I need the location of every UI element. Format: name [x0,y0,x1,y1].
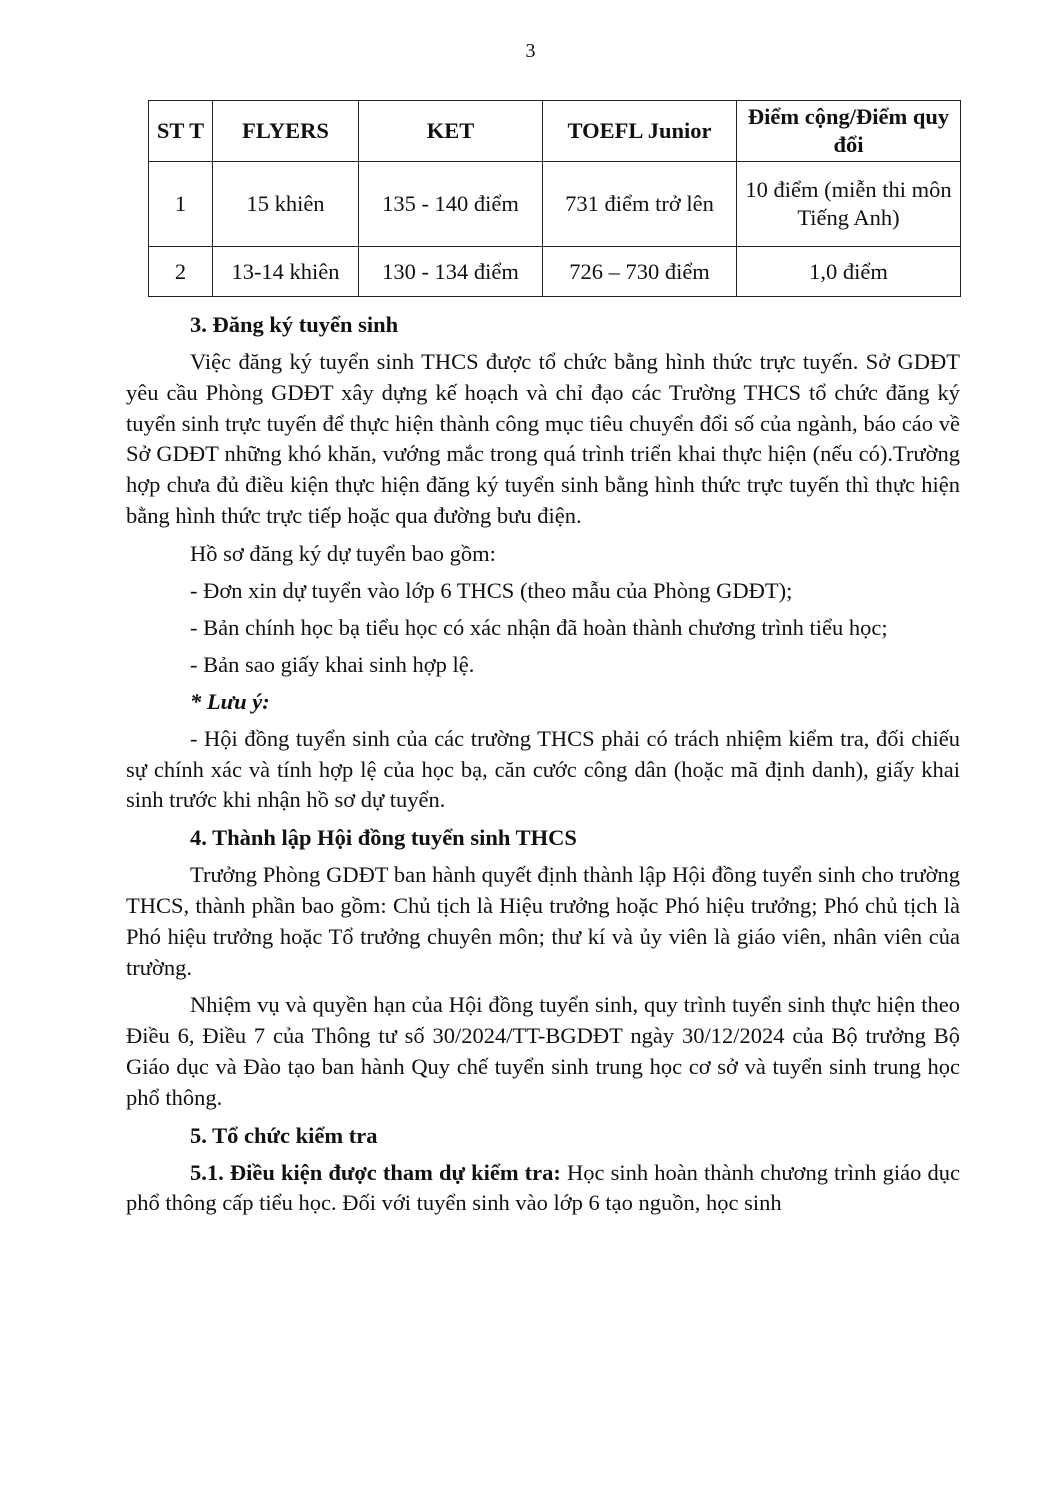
header-stt: ST T [149,101,213,162]
dossier-intro: Hồ sơ đăng ký dự tuyển bao gồm: [190,540,496,566]
header-flyers: FLYERS [213,101,359,162]
cell-bonus: 1,0 điểm [737,247,961,297]
section-5-1-text: Học sinh hoàn thành chương trình giáo dục phổ thông cấp tiểu học. Đối với tuyển sinh vào lớp 6 tạo nguồn, học sinh [126,1159,960,1216]
cell-toefl: 731 điểm trở lên [543,162,737,247]
table-header-row [149,101,961,162]
table-row [149,162,961,247]
section-5-1-lead: 5.1. Điều kiện được tham dự kiểm tra: [190,1159,561,1185]
dossier-item: - Bản sao giấy khai sinh hợp lệ. [190,651,475,677]
section-4-heading: 4. Thành lập Hội đồng tuyển sinh THCS [190,825,577,851]
cell-stt: 2 [149,247,213,297]
cell-ket: 130 - 134 điểm [359,247,543,297]
dossier-item: - Đơn xin dự tuyển vào lớp 6 THCS (theo mẫu của Phòng GDĐT); [190,577,793,603]
table-row [149,247,961,297]
cell-bonus: 10 điểm (miễn thi môn Tiếng Anh) [737,162,961,247]
cell-ket: 135 - 140 điểm [359,162,543,247]
header-ket: KET [359,101,543,162]
note-label: * Lưu ý: [190,688,270,714]
score-conversion-table [148,100,961,297]
cell-flyers: 13-14 khiên [213,247,359,297]
note-text: - Hội đồng tuyển sinh của các trường THCS phải có trách nhiệm kiểm tra, đối chiếu sự chính xác và tính hợp lệ của học bạ, căn cước công dân (hoặc mã định danh), giấy khai sinh trước khi nhận hồ sơ dự tuyển. [126,725,960,813]
dossier-item: - Bản chính học bạ tiểu học có xác nhận đã hoàn thành chương trình tiểu học; [190,614,888,640]
section-5-1-paragraph [126,1158,960,1220]
cell-toefl: 726 – 730 điểm [543,247,737,297]
section-3-paragraph: Việc đăng ký tuyển sinh THCS được tổ chức bằng hình thức trực tuyến. Sở GDĐT yêu cầu Phòng GDĐT xây dựng kế hoạch và chỉ đạo các Trường THCS tổ chức đăng ký tuyển sinh trực tuyến để thực hiện thành công mục tiêu chuyển đổi số của ngành, báo cáo về Sở GDĐT những khó khăn, vướng mắc trong quá trình triển khai thực hiện (nếu có).Trường hợp chưa đủ điều kiện thực hiện đăng ký tuyển sinh bằng hình thức trực tuyến thì thực hiện bằng hình thức trực tiếp hoặc qua đường bưu điện. [126,349,960,528]
section-3-heading: 3. Đăng ký tuyển sinh [190,312,399,337]
document-body [126,310,960,1226]
cell-stt: 1 [149,162,213,247]
section-4-paragraph-2: Nhiệm vụ và quyền hạn của Hội đồng tuyển sinh, quy trình tuyển sinh thực hiện theo Điều 6, Điều 7 của Thông tư số 30/2024/TT-BGDĐT ngày 30/12/2024 của Bộ trưởng Bộ Giáo dục và Đào tạo ban hành Quy chế tuyển sinh trung học cơ sở và tuyển sinh trung học phổ thông. [126,992,960,1110]
page-number: 3 [525,40,536,62]
section-4-paragraph-1: Trưởng Phòng GDĐT ban hành quyết định thành lập Hội đồng tuyển sinh cho trường THCS, thành phần bao gồm: Chủ tịch là Hiệu trưởng hoặc Phó hiệu trưởng; Phó chủ tịch là Phó hiệu trưởng hoặc Tổ trưởng chuyên môn; thư kí và ủy viên là giáo viên, nhân viên của trường. [126,862,960,980]
header-toefl-junior: TOEFL Junior [543,101,737,162]
section-5-heading: 5. Tổ chức kiểm tra [190,1122,378,1148]
header-bonus-points: Điểm cộng/Điểm quy đổi [737,101,961,162]
cell-flyers: 15 khiên [213,162,359,247]
